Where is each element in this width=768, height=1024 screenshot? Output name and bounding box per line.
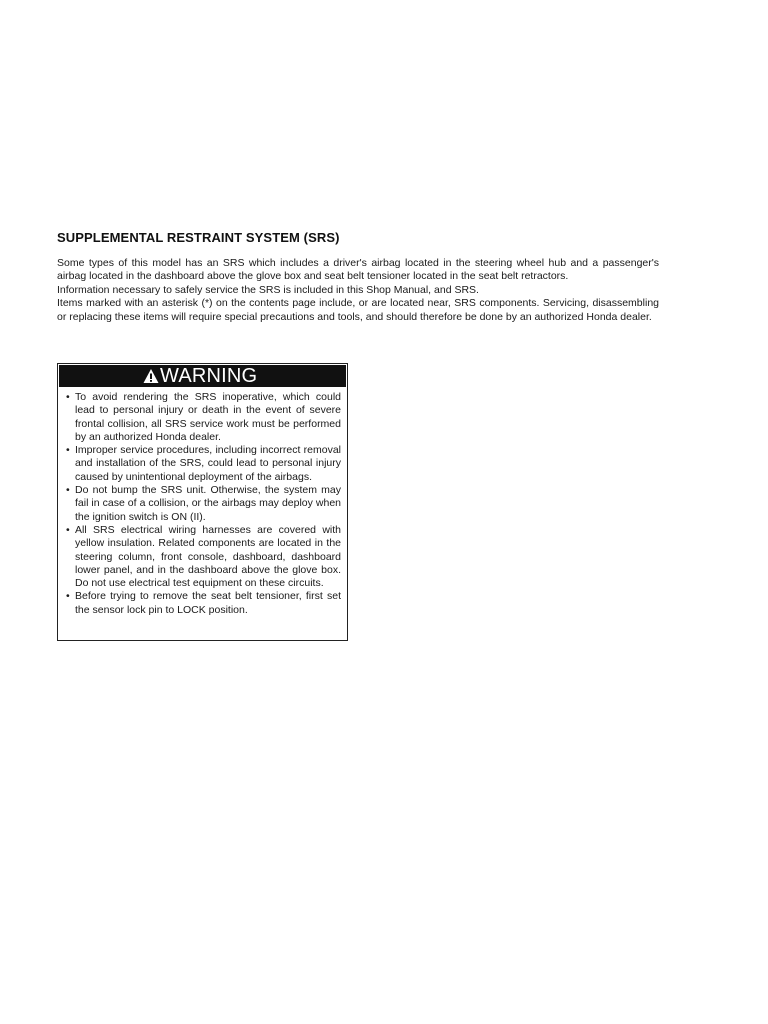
warning-item [66, 391, 341, 444]
bullet-icon: • [66, 484, 70, 497]
warning-triangle-icon [143, 368, 159, 384]
warning-item-text: All SRS electrical wiring harnesses are covered with yellow insulation. Related components are located in the steering column, front console, dashboard, dashboard lower panel, and in the dashboard above the glove box. Do not use electrical test equipment on these circuits. [75, 523, 341, 590]
warning-item-text: Do not bump the SRS unit. Otherwise, the system may fail in case of a collision, or the airbags may deploy when the ignition switch is ON (II). [75, 484, 341, 523]
bullet-icon: • [66, 590, 70, 603]
bullet-icon: • [66, 523, 70, 536]
warning-item-text: Improper service procedures, including incorrect removal and installation of the SRS, could lead to personal injury caused by unintentional deployment of the airbags. [75, 444, 341, 483]
warning-item [66, 484, 341, 524]
intro-text [57, 257, 659, 324]
intro-paragraph: Information necessary to safely service the SRS is included in this Shop Manual, and SRS. [57, 283, 479, 296]
warning-item-text: To avoid rendering the SRS inoperative, which could lead to personal injury or death in the event of severe frontal collision, all SRS service work must be performed by an authorized Honda dealer. [75, 391, 341, 443]
intro-paragraph: Items marked with an asterisk (*) on the contents page include, or are located near, SRS components. Servicing, disassembling or replacing these items will require special precautions and tools, and should therefore be done by an authorized Honda dealer. [57, 297, 659, 323]
warning-item-text: Before trying to remove the seat belt tensioner, first set the sensor lock pin to LOCK position. [75, 590, 341, 616]
page-title: SUPPLEMENTAL RESTRAINT SYSTEM (SRS) [57, 230, 340, 245]
warning-item [66, 444, 341, 484]
warning-list [58, 391, 347, 617]
bullet-icon: • [66, 391, 70, 403]
warning-title: WARNING [160, 365, 258, 387]
warning-box [57, 363, 348, 641]
warning-item [66, 524, 341, 590]
warning-item [66, 590, 341, 617]
bullet-icon: • [66, 444, 70, 457]
warning-header [59, 365, 346, 387]
intro-paragraph: Some types of this model has an SRS which includes a driver's airbag located in the steering wheel hub and a passenger's airbag located in the dashboard above the glove box and seat belt tensioner located in the seat belt retractors. [57, 257, 659, 283]
